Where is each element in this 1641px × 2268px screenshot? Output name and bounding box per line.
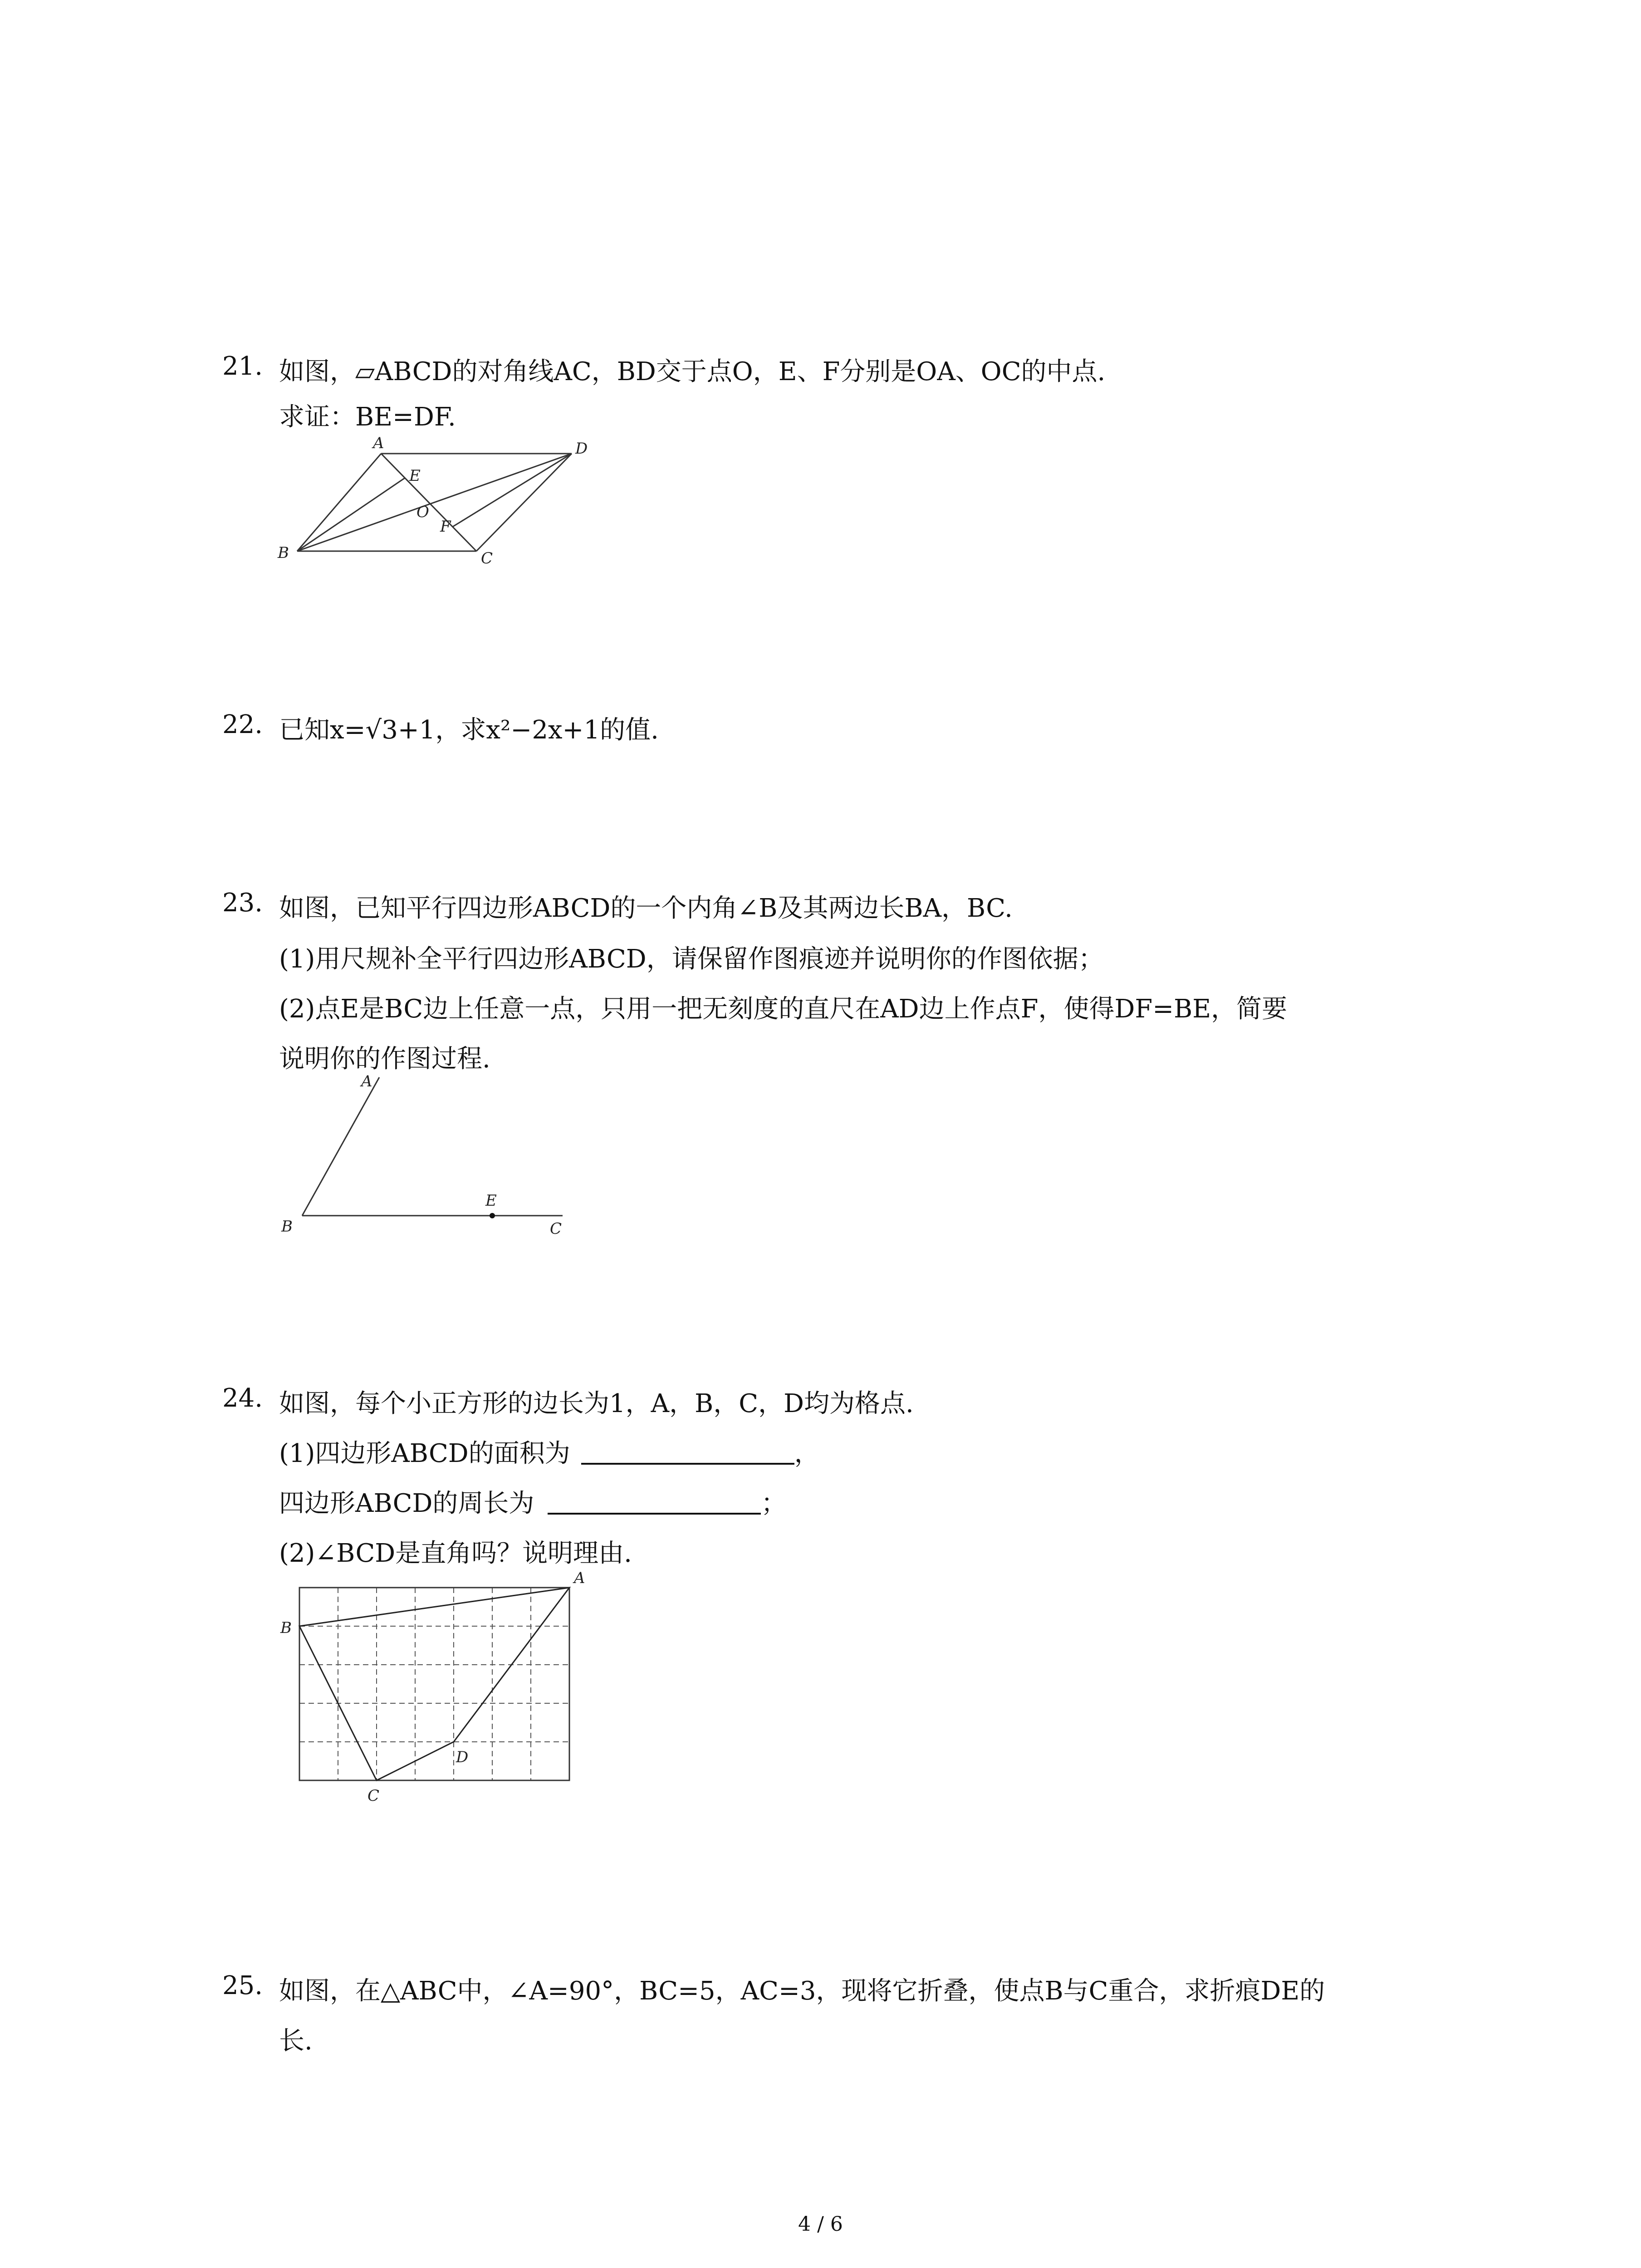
q23-angle-figure <box>272 1070 590 1252</box>
q22-number: 22. <box>222 710 263 739</box>
q23-line3: (2)点E是BC边上任意一点，只用一把无刻度的直尺在AD边上作点F，使得DF=BE，简要 <box>279 994 1288 1024</box>
q24-perimeter-answer-blank[interactable] <box>548 1487 761 1515</box>
q24-perimeter-suffix: ； <box>761 1489 787 1518</box>
q23-point-e <box>490 1213 495 1218</box>
q21-label-a: A <box>373 434 384 452</box>
q24-label-b: B <box>280 1619 292 1637</box>
q25-line1: 如图，在△ABC中，∠A=90°，BC=5，AC=3，现将它折叠，使点B与C重合，求折痕DE的 <box>279 1976 1325 2006</box>
q23-line4: 说明你的作图过程. <box>279 1044 490 1074</box>
q23-label-b: B <box>281 1217 293 1236</box>
q24-number: 24. <box>222 1383 263 1413</box>
q21-label-f: F <box>440 518 451 536</box>
q23-line2: (1)用尺规补全平行四边形ABCD，请保留作图痕迹并说明你的作图依据； <box>279 944 1104 974</box>
q24-grid-figure <box>254 1560 599 1805</box>
q23-label-e: E <box>485 1192 497 1210</box>
q24-line3 <box>279 1483 786 1520</box>
q24-area-suffix: ， <box>794 1439 820 1468</box>
q24-label-c: C <box>367 1787 380 1805</box>
q23-label-a: A <box>361 1072 372 1090</box>
q21-label-e: E <box>409 467 421 485</box>
q21-diagonal-ac <box>381 454 476 551</box>
q23-line1: 如图，已知平行四边形ABCD的一个内角∠B及其两边长BA，BC. <box>279 894 1013 923</box>
q21-label-d: D <box>575 440 588 458</box>
q23-ray-ba <box>302 1077 379 1216</box>
q21-label-b: B <box>278 544 289 562</box>
q24-line2 <box>279 1433 820 1470</box>
q21-side-dc <box>476 454 572 551</box>
q24-quadrilateral-abcd <box>299 1588 569 1780</box>
q24-area-answer-blank[interactable] <box>581 1437 794 1465</box>
page-number: 4 / 6 <box>798 2213 843 2236</box>
q21-line2: 求证：BE=DF. <box>279 402 456 432</box>
q24-label-d: D <box>456 1748 469 1766</box>
q23-label-c: C <box>550 1220 562 1238</box>
q21-label-c: C <box>481 549 493 567</box>
q24-label-a: A <box>574 1569 585 1587</box>
q24-line4: (2)∠BCD是直角吗？说明理由. <box>279 1539 632 1568</box>
q21-line1: 如图，▱ABCD的对角线AC，BD交于点O，E、F分别是OA、OC的中点. <box>279 357 1106 386</box>
q23-number: 23. <box>222 888 263 918</box>
q22-text: 已知x=√3+1，求x²−2x+1的值. <box>279 715 659 745</box>
q21-label-o: O <box>416 503 429 521</box>
q25-line2: 长. <box>279 2026 313 2056</box>
q21-number: 21. <box>222 352 263 381</box>
q21-parallelogram-figure <box>272 435 590 572</box>
q24-area-prefix: (1)四边形ABCD的面积为 <box>279 1439 570 1468</box>
q25-number: 25. <box>222 1971 263 2000</box>
q24-line1: 如图，每个小正方形的边长为1，A，B，C，D均为格点. <box>279 1389 914 1418</box>
q24-perimeter-prefix: 四边形ABCD的周长为 <box>279 1489 534 1518</box>
